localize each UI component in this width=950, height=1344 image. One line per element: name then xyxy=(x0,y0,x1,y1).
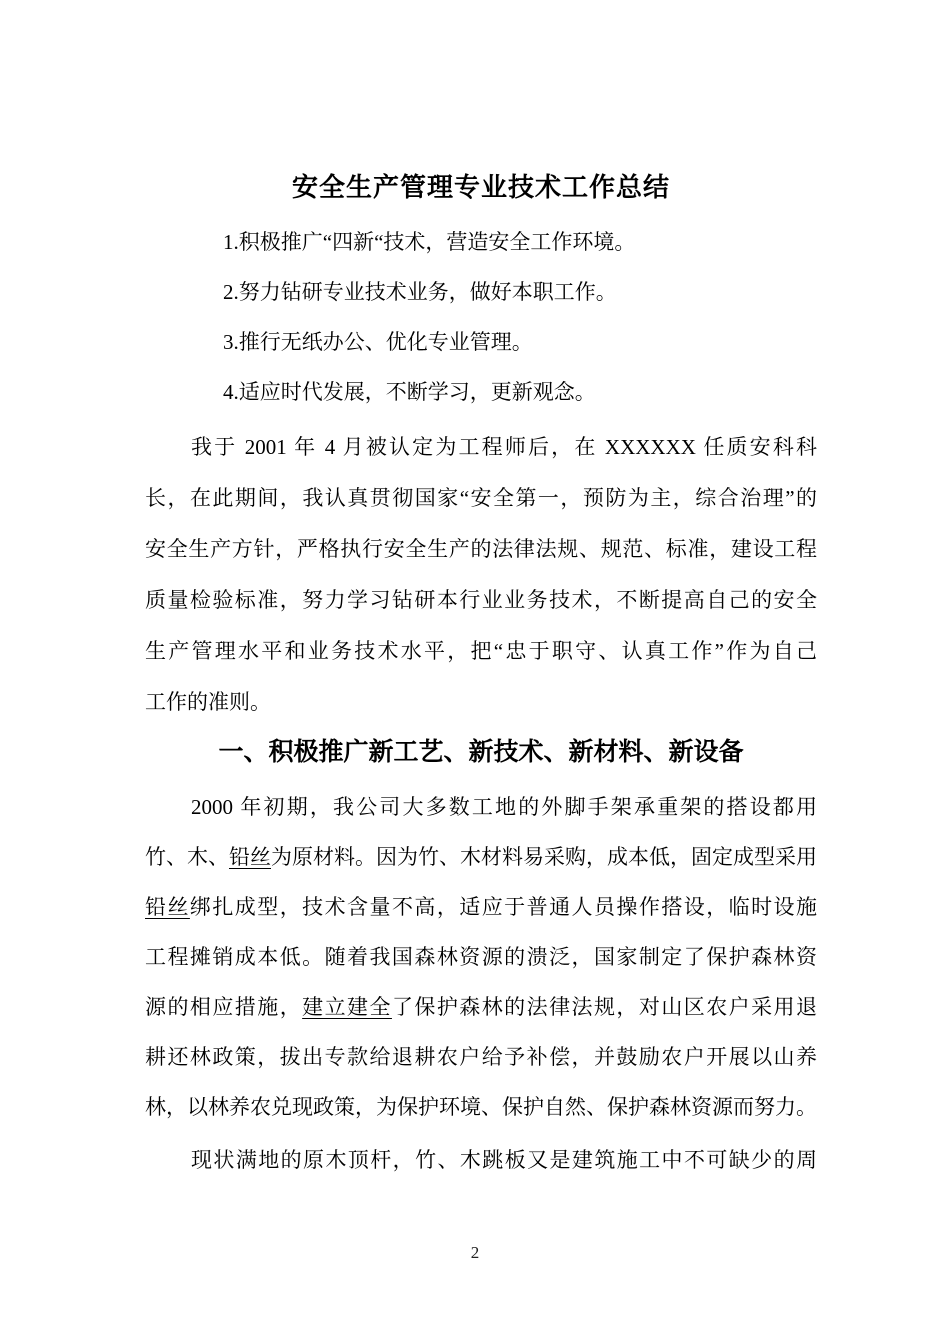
text-line xyxy=(145,1032,817,1082)
text-segment: 生产管理水平和业务技术水平，把“忠于职守、认真工作”作为自己 xyxy=(145,639,817,663)
text-line xyxy=(145,932,817,982)
text-line xyxy=(145,832,817,882)
text-segment: 工作的准则。 xyxy=(145,690,271,714)
text-line xyxy=(145,1135,817,1185)
text-segment: 为原材料。因为竹、木材料易采购，成本低，固定成型采用 xyxy=(271,845,817,869)
text-line xyxy=(145,677,817,728)
text-segment: 耕还林政策，拔出专款给退耕农户给予补偿，并鼓励农户开展以山养 xyxy=(145,1045,817,1069)
text-line xyxy=(145,422,817,473)
list-item: 2.努力钻研专业技术业务，做好本职工作。 xyxy=(223,280,617,304)
flagged-text: 铅丝 xyxy=(229,845,271,869)
flagged-text: 铅丝 xyxy=(145,895,190,919)
text-line xyxy=(145,782,817,832)
section-heading: 一、积极推广新工艺、新技术、新材料、新设备 xyxy=(218,739,744,766)
text-line xyxy=(145,1082,817,1132)
text-line xyxy=(145,982,817,1032)
flagged-text: 建立建全 xyxy=(302,995,392,1019)
text-segment: 绑扎成型，技术含量不高，适应于普通人员操作搭设，临时设施 xyxy=(189,895,818,919)
text-segment: 竹、木、 xyxy=(145,845,229,869)
text-segment: 2000 年初期，我公司大多数工地的外脚手架承重架的搭设都用 xyxy=(191,795,817,819)
text-segment: 源的相应措施， xyxy=(145,995,303,1019)
text-segment: 工程摊销成本低。随着我国森林资源的溃泛，国家制定了保护森林资 xyxy=(145,945,817,969)
page-number: 2 xyxy=(470,1243,480,1262)
text-line xyxy=(145,473,817,524)
document-title: 安全生产管理专业技术工作总结 xyxy=(291,173,670,202)
text-segment: 了保护森林的法律法规，对山区农户采用退 xyxy=(391,995,818,1019)
list-item: 3.推行无纸办公、优化专业管理。 xyxy=(223,330,533,354)
text-segment: 安全生产方针，严格执行安全生产的法律法规、规范、标准，建设工程 xyxy=(145,537,817,561)
text-line xyxy=(145,575,817,626)
text-segment: 现状满地的原木顶杆，竹、木跳板又是建筑施工中不可缺少的周 xyxy=(191,1148,817,1172)
text-segment: 我于 2001 年 4 月被认定为工程师后，在 XXXXXX 任质安科科 xyxy=(191,435,817,459)
continuing-paragraph xyxy=(145,1135,817,1185)
section-paragraph xyxy=(145,782,817,1132)
text-segment: 质量检验标准，努力学习钻研本行业业务技术，不断提高自己的安全 xyxy=(145,588,817,612)
text-line xyxy=(145,882,817,932)
text-line xyxy=(145,524,817,575)
text-segment: 长，在此期间，我认真贯彻国家“安全第一，预防为主，综合治理”的 xyxy=(145,486,817,510)
list-item: 4.适应时代发展，不断学习，更新观念。 xyxy=(223,380,596,404)
text-segment: 林，以林养农兑现政策，为保护环境、保护自然、保护森林资源而努力。 xyxy=(145,1095,817,1119)
summary-numbered-list xyxy=(145,217,817,417)
list-item: 1.积极推广“四新“技术，营造安全工作环境。 xyxy=(223,230,636,254)
text-line xyxy=(145,626,817,677)
intro-paragraph xyxy=(145,422,817,728)
